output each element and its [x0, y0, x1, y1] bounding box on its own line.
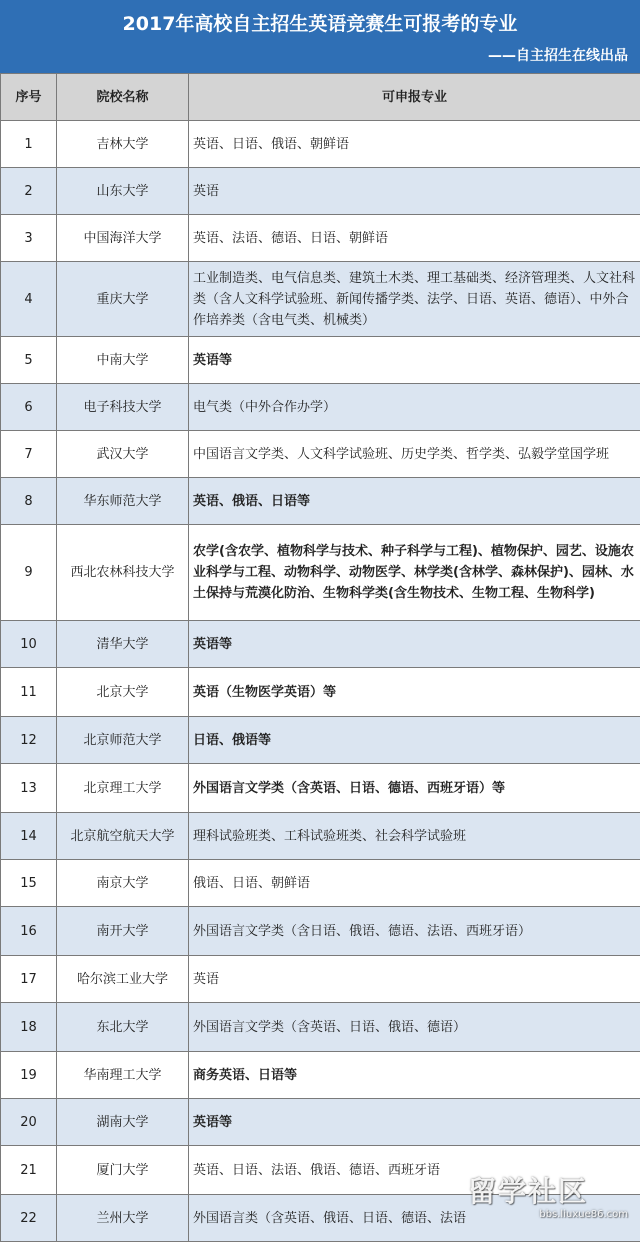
row-number: 11	[1, 668, 57, 717]
table-row	[1, 907, 640, 956]
school-name: 吉林大学	[57, 121, 189, 168]
row-number: 12	[1, 717, 57, 764]
table-row	[1, 1003, 640, 1052]
row-number: 20	[1, 1099, 57, 1146]
table-row	[1, 1146, 640, 1195]
school-name: 华东师范大学	[57, 478, 189, 525]
table-row	[1, 621, 640, 668]
row-number: 3	[1, 215, 57, 262]
row-number: 5	[1, 337, 57, 384]
table-row	[1, 262, 640, 337]
table-row	[1, 956, 640, 1003]
watermark-logo-text: 留学社区	[468, 1175, 589, 1208]
table-row	[1, 764, 640, 813]
eligible-majors: 商务英语、日语等	[189, 1052, 640, 1099]
eligible-majors: 外国语言文学类（含英语、日语、德语、西班牙语）等	[189, 764, 640, 813]
column-header-majors: 可申报专业	[189, 74, 640, 121]
column-header-school: 院校名称	[57, 74, 189, 121]
school-name: 西北农林科技大学	[57, 525, 189, 621]
eligible-majors: 理科试验班类、工科试验班类、社会科学试验班	[189, 813, 640, 860]
page-subtitle: ——自主招生在线出品	[488, 48, 628, 64]
table-row	[1, 1195, 640, 1242]
school-name: 兰州大学	[57, 1195, 189, 1242]
table-row	[1, 668, 640, 717]
page-title: 2017年高校自主招生英语竞赛生可报考的专业	[122, 13, 518, 35]
eligible-majors: 英语等	[189, 621, 640, 668]
table-row	[1, 337, 640, 384]
eligible-majors: 农学(含农学、植物科学与技术、种子科学与工程)、植物保护、园艺、设施农业科学与工程、动物科学、动物医学、林学类(含林学、森林保护)、园林、水土保持与荒漠化防治、生物科学类(含生物技术、生物工程、生物科学)	[189, 525, 640, 621]
eligible-majors: 英语	[189, 168, 640, 215]
row-number: 22	[1, 1195, 57, 1242]
row-number: 14	[1, 813, 57, 860]
school-name: 电子科技大学	[57, 384, 189, 431]
row-number: 6	[1, 384, 57, 431]
eligible-majors: 外国语言文学类（含日语、俄语、德语、法语、西班牙语）	[189, 907, 640, 956]
table-row	[1, 717, 640, 764]
eligible-majors: 英语、俄语、日语等	[189, 478, 640, 525]
row-number: 18	[1, 1003, 57, 1052]
eligible-majors: 英语（生物医学英语）等	[189, 668, 640, 717]
school-name: 清华大学	[57, 621, 189, 668]
row-number: 8	[1, 478, 57, 525]
table-row	[1, 525, 640, 621]
school-name: 中南大学	[57, 337, 189, 384]
watermark-url: bbs.liuxue86.com	[539, 1209, 628, 1220]
table-row	[1, 813, 640, 860]
row-number: 2	[1, 168, 57, 215]
page-header	[0, 0, 640, 73]
school-name: 北京师范大学	[57, 717, 189, 764]
eligible-majors: 外国语言文学类（含英语、日语、俄语、德语）	[189, 1003, 640, 1052]
table-row	[1, 478, 640, 525]
row-number: 9	[1, 525, 57, 621]
row-number: 10	[1, 621, 57, 668]
eligible-majors: 外国语言类（含英语、俄语、日语、德语、法语	[189, 1195, 640, 1242]
eligible-majors: 英语、法语、德语、日语、朝鲜语	[189, 215, 640, 262]
majors-table	[0, 73, 640, 1242]
table-row	[1, 860, 640, 907]
school-name: 北京理工大学	[57, 764, 189, 813]
row-number: 15	[1, 860, 57, 907]
row-number: 1	[1, 121, 57, 168]
school-name: 山东大学	[57, 168, 189, 215]
row-number: 21	[1, 1146, 57, 1195]
school-name: 重庆大学	[57, 262, 189, 337]
table-row	[1, 1099, 640, 1146]
school-name: 南京大学	[57, 860, 189, 907]
table-row	[1, 215, 640, 262]
school-name: 厦门大学	[57, 1146, 189, 1195]
table-header-row	[1, 74, 640, 121]
row-number: 16	[1, 907, 57, 956]
table-row	[1, 121, 640, 168]
school-name: 中国海洋大学	[57, 215, 189, 262]
eligible-majors: 英语	[189, 956, 640, 1003]
school-name: 哈尔滨工业大学	[57, 956, 189, 1003]
school-name: 东北大学	[57, 1003, 189, 1052]
row-number: 19	[1, 1052, 57, 1099]
eligible-majors: 俄语、日语、朝鲜语	[189, 860, 640, 907]
school-name: 北京大学	[57, 668, 189, 717]
eligible-majors: 英语、日语、俄语、朝鲜语	[189, 121, 640, 168]
eligible-majors: 英语等	[189, 337, 640, 384]
eligible-majors: 日语、俄语等	[189, 717, 640, 764]
school-name: 北京航空航天大学	[57, 813, 189, 860]
eligible-majors: 英语、日语、法语、俄语、德语、西班牙语	[189, 1146, 640, 1195]
school-name: 武汉大学	[57, 431, 189, 478]
table-row	[1, 431, 640, 478]
table-row	[1, 1052, 640, 1099]
eligible-majors: 电气类（中外合作办学）	[189, 384, 640, 431]
eligible-majors: 中国语言文学类、人文科学试验班、历史学类、哲学类、弘毅学堂国学班	[189, 431, 640, 478]
column-header-number: 序号	[1, 74, 57, 121]
school-name: 南开大学	[57, 907, 189, 956]
table-row	[1, 384, 640, 431]
table-body	[1, 121, 640, 1242]
row-number: 17	[1, 956, 57, 1003]
row-number: 7	[1, 431, 57, 478]
school-name: 湖南大学	[57, 1099, 189, 1146]
school-name: 华南理工大学	[57, 1052, 189, 1099]
eligible-majors: 工业制造类、电气信息类、建筑土木类、理工基础类、经济管理类、人文社科类（含人文科学试验班、新闻传播学类、法学、日语、英语、德语）、中外合作培养类（含电气类、机械类）	[189, 262, 640, 337]
eligible-majors: 英语等	[189, 1099, 640, 1146]
table-row	[1, 168, 640, 215]
row-number: 4	[1, 262, 57, 337]
row-number: 13	[1, 764, 57, 813]
